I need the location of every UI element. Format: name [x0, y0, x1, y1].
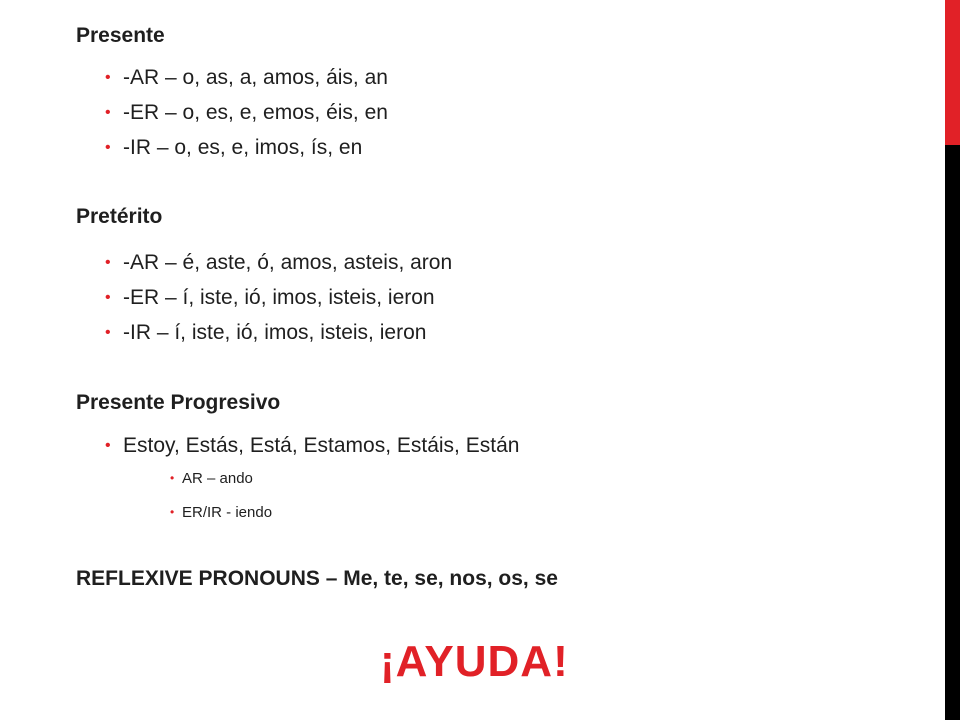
sub-list-item: • ER/IR - iendo: [170, 504, 273, 521]
list-item: • -AR – o, as, a, amos, áis, an: [105, 66, 388, 89]
sub-list-item: • AR – ando: [170, 470, 253, 487]
accent-bar-red: [945, 0, 960, 145]
list-item: • -IR – í, iste, ió, imos, isteis, ieron: [105, 321, 427, 344]
list-item: • Estoy, Estás, Está, Estamos, Estáis, Están: [105, 434, 520, 457]
heading-reflexive-pronouns: REFLEXIVE PRONOUNS – Me, te, se, nos, os, se: [76, 567, 558, 590]
heading-preterito: Pretérito: [76, 205, 163, 228]
bullet-icon: •: [105, 69, 111, 86]
bullet-icon: •: [105, 104, 111, 121]
bullet-icon: •: [105, 324, 111, 341]
list-item: • -AR – é, aste, ó, amos, asteis, aron: [105, 251, 453, 274]
bullet-icon: •: [170, 471, 175, 485]
bullet-icon: •: [105, 289, 111, 306]
bullet-icon: •: [105, 437, 111, 454]
heading-presente: Presente: [76, 24, 165, 47]
list-item: • -ER – í, iste, ió, imos, isteis, ieron: [105, 286, 435, 309]
list-item: • -IR – o, es, e, imos, ís, en: [105, 136, 363, 159]
slide-title: ¡AYUDA!: [380, 637, 569, 686]
bullet-icon: •: [105, 139, 111, 156]
bullet-icon: •: [105, 254, 111, 271]
heading-presente-progresivo: Presente Progresivo: [76, 391, 281, 414]
bullet-icon: •: [170, 505, 175, 519]
list-item: • -ER – o, es, e, emos, éis, en: [105, 101, 388, 124]
accent-bar-black: [945, 145, 960, 720]
